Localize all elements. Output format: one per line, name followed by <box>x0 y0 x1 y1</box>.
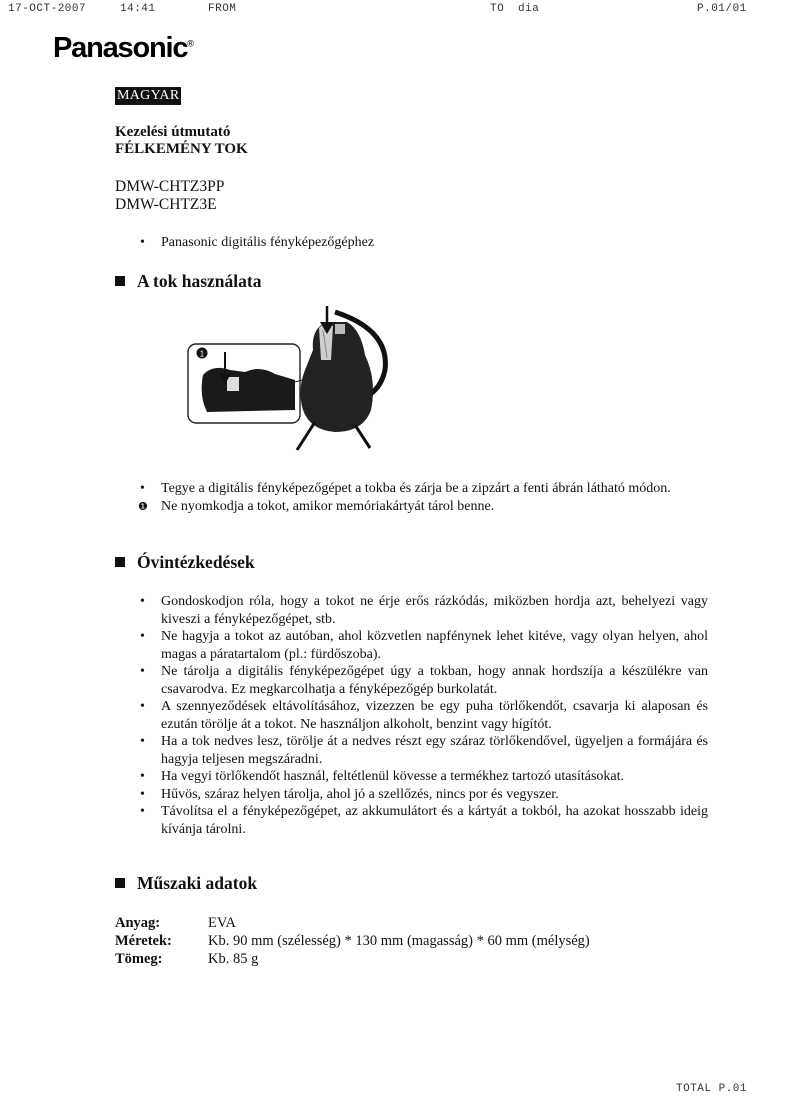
list-item <box>138 803 708 838</box>
brand-name: Panasonic <box>53 32 188 64</box>
section-title: A tok használata <box>137 271 262 291</box>
spec-row <box>115 914 590 932</box>
list-item-text: Ha vegyi törlőkendőt használ, feltétlenül kövesse a termékhez tartozó utasításokat. <box>161 769 625 784</box>
list-item <box>138 786 708 804</box>
spec-label: Anyag: <box>115 915 161 931</box>
fax-recipient: dia <box>518 3 540 15</box>
spec-label: Méretek: <box>115 933 172 949</box>
list-item <box>138 628 708 663</box>
list-item-text: Ne tárolja a digitális fényképezőgépet úgy a tokban, hogy annak hordszíja a készülékre van csavarodva. Ez megkarcolhatja a fényképezőgép burkolatát. <box>161 664 708 697</box>
spec-row <box>115 950 590 968</box>
model-number-1: DMW-CHTZ3PP <box>115 178 225 195</box>
compatibility-text: Panasonic digitális fényképezőgéphez <box>161 235 375 250</box>
specs-table <box>115 914 590 968</box>
list-item <box>138 234 708 252</box>
doc-title: FÉLKEMÉNY TOK <box>115 141 248 157</box>
list-item-text: A szennyeződések eltávolításához, vizezzen be egy puha törlőkendőt, csavarja ki alaposan és ezután törölje át a tokot. Ne használjon alkoholt, benzint vagy hígítót. <box>161 699 708 732</box>
bullet-icon: • <box>140 734 145 749</box>
list-item-text: Ne nyomkodja a tokot, amikor memóriakártyát tárol benne. <box>161 498 495 514</box>
fax-time: 14:41 <box>120 3 156 15</box>
precautions-list <box>138 593 708 838</box>
doc-subtitle: Kezelési útmutató <box>115 124 231 140</box>
bullet-icon: • <box>140 594 145 609</box>
square-bullet-icon <box>115 276 125 286</box>
compatibility-list <box>138 234 708 252</box>
usage-list <box>138 480 708 515</box>
numbered-circle-icon: ❶ <box>138 500 148 513</box>
bullet-icon: • <box>140 235 145 250</box>
strap-end-right <box>355 425 370 448</box>
section-heading-specs <box>115 873 257 894</box>
case-body-icon <box>300 322 373 432</box>
brand-mark: ® <box>187 38 193 49</box>
spec-value: Kb. 85 g <box>208 951 259 967</box>
list-item-text: Ne hagyja a tokot az autóban, ahol közvetlen napfénynek lehet kitéve, vagy olyan helyen, ahol magas a páratartalom (pl.: fürdőszoba). <box>161 629 708 662</box>
list-item <box>138 498 708 516</box>
list-item <box>138 663 708 698</box>
list-item <box>138 480 708 498</box>
bullet-icon: • <box>140 786 145 802</box>
square-bullet-icon <box>115 557 125 567</box>
brand-logo <box>53 32 193 65</box>
fax-to: TO <box>490 3 505 15</box>
fax-from: FROM <box>208 3 237 15</box>
bullet-icon: • <box>140 769 145 784</box>
model-number-2: DMW-CHTZ3E <box>115 196 217 213</box>
zipper-pull-icon <box>335 324 345 334</box>
fax-page: P.01/01 <box>697 3 747 15</box>
bullet-icon: • <box>140 804 145 819</box>
spec-value: Kb. 90 mm (szélesség) * 130 mm (magasság) * 60 mm (mélység) <box>208 933 590 949</box>
section-title: Műszaki adatok <box>137 873 258 893</box>
memory-card-icon <box>227 377 239 391</box>
fax-total-pages: TOTAL P.01 <box>676 1083 748 1095</box>
list-item <box>138 733 708 768</box>
language-label: MAGYAR <box>117 88 180 103</box>
bullet-icon: • <box>140 699 145 714</box>
spec-value: EVA <box>208 915 236 931</box>
section-heading-usage <box>115 271 261 292</box>
section-heading-precautions <box>115 552 255 573</box>
strap-end-left <box>297 422 315 450</box>
callout-marker-number: 1 <box>199 349 205 359</box>
list-item-text: Ha a tok nedves lesz, törölje át a nedves részt egy száraz törlőkendővel, ügyeljen a formájára és hagyja teljesen megszáradni. <box>161 734 708 767</box>
spec-label: Tömeg: <box>115 951 163 967</box>
list-item-text: Gondoskodjon róla, hogy a tokot ne érje erős rázkódás, miközben hordja azt, behelyezi vagy kiveszi a fényképezőgépet, stb. <box>161 594 708 627</box>
list-item <box>138 698 708 733</box>
list-item <box>138 593 708 628</box>
fax-date: 17-OCT-2007 <box>8 3 87 15</box>
bullet-icon: • <box>140 481 145 496</box>
list-item-text: Tegye a digitális fényképezőgépet a tokba és zárja be a zipzárt a fenti ábrán látható módon. <box>161 481 671 496</box>
list-item <box>138 768 708 786</box>
bullet-icon: • <box>140 629 145 644</box>
square-bullet-icon <box>115 878 125 888</box>
spec-row <box>115 932 590 950</box>
list-item-text: Hűvös, száraz helyen tárolja, ahol jó a szellőzés, nincs por és vegyszer. <box>161 786 559 802</box>
case-illustration <box>185 300 400 460</box>
bullet-icon: • <box>140 664 145 679</box>
list-item-text: Távolítsa el a fényképezőgépet, az akkumulátort és a kártyát a tokból, ha azokat hosszabb ideig kívánja tárolni. <box>161 804 708 837</box>
section-title: Óvintézkedések <box>137 552 255 572</box>
